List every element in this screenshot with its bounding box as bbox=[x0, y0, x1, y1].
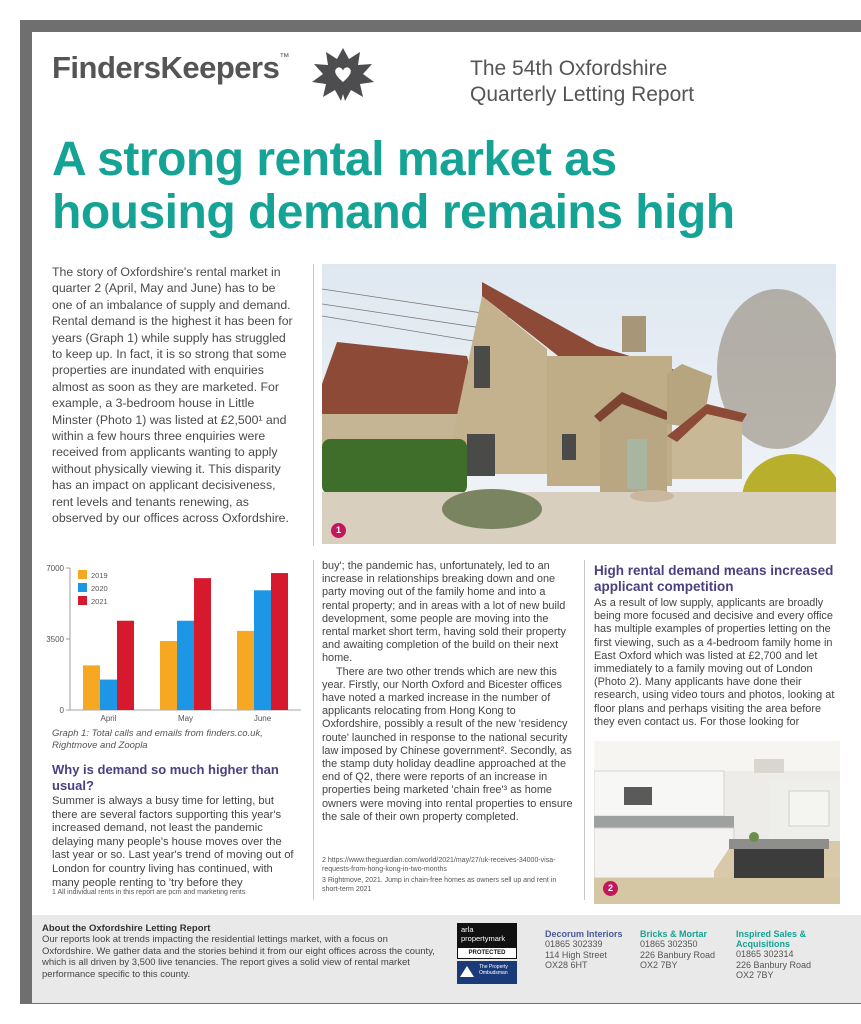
protected-label: PROTECTED bbox=[457, 947, 517, 959]
high-demand-heading: High rental demand means increased applicant competition bbox=[594, 563, 834, 594]
high-demand-text: As a result of low supply, applicants are broadly being more focused and decisive and every office has multiple examples of properties letting on the first viewing, such as a 4-bedroom family home in East Oxford which was listed at £2,700 and let immediately to a family moving out of London (Photo 2). Many applicants have done their research, using video tours and photos, looking at floor plans and perhaps visiting the area before they even contact us. For those looking for bbox=[594, 597, 835, 728]
photo2-badge: 2 bbox=[603, 881, 618, 896]
office-address: 114 High Street bbox=[545, 949, 607, 960]
column-divider bbox=[313, 264, 314, 546]
arla-logo bbox=[457, 923, 517, 947]
headline bbox=[52, 133, 832, 239]
bar-2019-june bbox=[237, 631, 254, 710]
middle-para-2: There are two other trends which are new this year. Firstly, our North Oxford and Bicester offices have noted a marked increase in the number of applicants relocating from Hong Kong to Oxfordshire, possibly a result of the new 'residency route' launched in response to the national security law imposed by Chinese government². Secondly, as the stamp duty holiday deadline approached at the end of Q2, there were reports of an increase in properties being marketed 'chain free'³ as home owners were moving into rental properties to ensure the sale of their own property completed. bbox=[322, 665, 573, 823]
bar-2021-june bbox=[271, 573, 288, 710]
office-phone: 01865 302339 bbox=[545, 939, 603, 949]
photo-kitchen bbox=[594, 741, 840, 904]
office-name: Inspired Sales & Acquisitions bbox=[736, 929, 807, 949]
brand-logo[interactable] bbox=[52, 50, 289, 86]
about-section bbox=[42, 923, 442, 980]
bar-2019-may bbox=[160, 641, 177, 710]
ombudsman-logo bbox=[457, 961, 517, 984]
office-phone: 01865 302314 bbox=[736, 949, 794, 959]
office-name: Bricks & Mortar bbox=[640, 929, 708, 939]
office-address: 226 Banbury Road bbox=[736, 959, 812, 970]
bar-2020-june bbox=[254, 590, 271, 710]
middle-column bbox=[322, 560, 574, 824]
footnotes-middle bbox=[322, 856, 574, 894]
headline-line1: A strong rental market as bbox=[52, 133, 617, 186]
bar-2019-april bbox=[83, 665, 100, 710]
y-tick-label: 3500 bbox=[46, 635, 64, 644]
footnote-1: 1 All individual rents in this report are pcm and marketing rents bbox=[52, 889, 246, 896]
ombudsman-line2: Ombudsman bbox=[479, 970, 508, 976]
column-divider bbox=[313, 560, 314, 900]
legend-swatch-2019 bbox=[78, 570, 87, 579]
x-tick-label: May bbox=[177, 714, 194, 723]
legend-label-2019: 2019 bbox=[91, 571, 108, 580]
demand-chart-svg bbox=[36, 560, 306, 730]
bar-2020-may bbox=[177, 621, 194, 710]
headline-line2: housing demand remains high bbox=[52, 186, 735, 239]
photo1-badge: 1 bbox=[331, 523, 346, 538]
legend-swatch-2021 bbox=[78, 596, 87, 605]
y-tick-label: 7000 bbox=[46, 564, 64, 573]
ombudsman-triangle-icon bbox=[460, 966, 474, 977]
accreditation-logos bbox=[457, 923, 517, 984]
brand-name: FindersKeepers bbox=[52, 50, 280, 85]
middle-para-1: buy'; the pandemic has, unfortunately, led to an increase in relationships breaking down and one party moving out of the family home and into a rental property; and in areas with a lot of new build development, some people are moving into the rental market short term, having sold their property and awaiting completion of the build on their next home. bbox=[322, 560, 566, 665]
office-address: 226 Banbury Road bbox=[640, 949, 716, 960]
trademark: ™ bbox=[279, 52, 289, 63]
demand-chart bbox=[36, 560, 306, 730]
bar-2021-may bbox=[194, 578, 211, 710]
bar-2021-april bbox=[117, 621, 134, 710]
office-postcode: OX2 7BY bbox=[736, 970, 774, 980]
legend-swatch-2020 bbox=[78, 583, 87, 592]
why-demand-heading: Why is demand so much higher than usual? bbox=[52, 762, 279, 793]
office-postcode: OX28 6HT bbox=[545, 960, 588, 970]
why-demand-text: Summer is always a busy time for letting, but there are several factors supporting this year's increased demand, not least the pandemic delaying many people's house moves over the last year or so. Last year's trend of moving out of London for country living has continued, with many people renting to 'try before they bbox=[52, 795, 294, 889]
office-decorum bbox=[545, 929, 623, 971]
bar-2020-april bbox=[100, 680, 117, 710]
arla-line2: propertymark bbox=[461, 934, 506, 943]
arla-line1: arla bbox=[461, 925, 474, 934]
report-title bbox=[470, 56, 694, 108]
office-phone: 01865 302350 bbox=[640, 939, 698, 949]
about-text: Our reports look at trends impacting the residential lettings market, with a focus on Oxfordshire. We gather data and the stories behind it from our eight offices across the county, which is all driven by 3,500 live tenancies. The report gives a solid view of rental market performance specific to this county. bbox=[42, 934, 435, 980]
office-bricks-mortar bbox=[640, 929, 715, 971]
office-inspired bbox=[736, 929, 861, 981]
x-tick-label: June bbox=[253, 714, 272, 723]
graph-caption: Graph 1: Total calls and emails from finders.co.uk, Rightmove and Zoopla bbox=[52, 728, 263, 751]
office-name: Decorum Interiors bbox=[545, 929, 623, 939]
footnote-2: 2 https://www.theguardian.com/world/2021/may/27/uk-receives-34000-visa-requests-from-hong-kong-in-two-months bbox=[322, 857, 556, 873]
report-title-line1: The 54th Oxfordshire bbox=[470, 57, 668, 80]
legend-label-2020: 2020 bbox=[91, 584, 108, 593]
about-title: About the Oxfordshire Letting Report bbox=[42, 923, 211, 934]
column-divider bbox=[584, 560, 585, 900]
y-tick-label: 0 bbox=[59, 706, 64, 715]
intro-paragraph: The story of Oxfordshire's rental market in quarter 2 (April, May and June) has to be one of an imbalance of supply and demand. Rental demand is the highest it has been for years (Graph 1) while supply has struggled to keep up. In fact, it is so strong that some properties are inundated with enquiries almost as soon as they are marketed. For example, a 3-bedroom house in Little Minster (Photo 1) was listed at £2,500¹ and within a few hours three enquiries were received from applicants wanting to apply without physically viewing it. This disparity has an impact on applicant decisiveness, rent levels and tenants renewing, as observed by our offices across Oxfordshire. bbox=[52, 265, 293, 526]
leaf-logo-icon bbox=[308, 44, 378, 111]
office-postcode: OX2 7BY bbox=[640, 960, 678, 970]
x-tick-label: April bbox=[100, 714, 117, 723]
report-title-line2: Quarterly Letting Report bbox=[470, 83, 695, 106]
photo-cottage bbox=[322, 264, 836, 544]
footnote-3: 3 Rightmove, 2021. Jump in chain-free homes as owners sell up and rent in short-term 2021 bbox=[322, 877, 557, 893]
ombudsman-line1: The Property bbox=[479, 964, 508, 970]
legend-label-2021: 2021 bbox=[91, 597, 108, 606]
